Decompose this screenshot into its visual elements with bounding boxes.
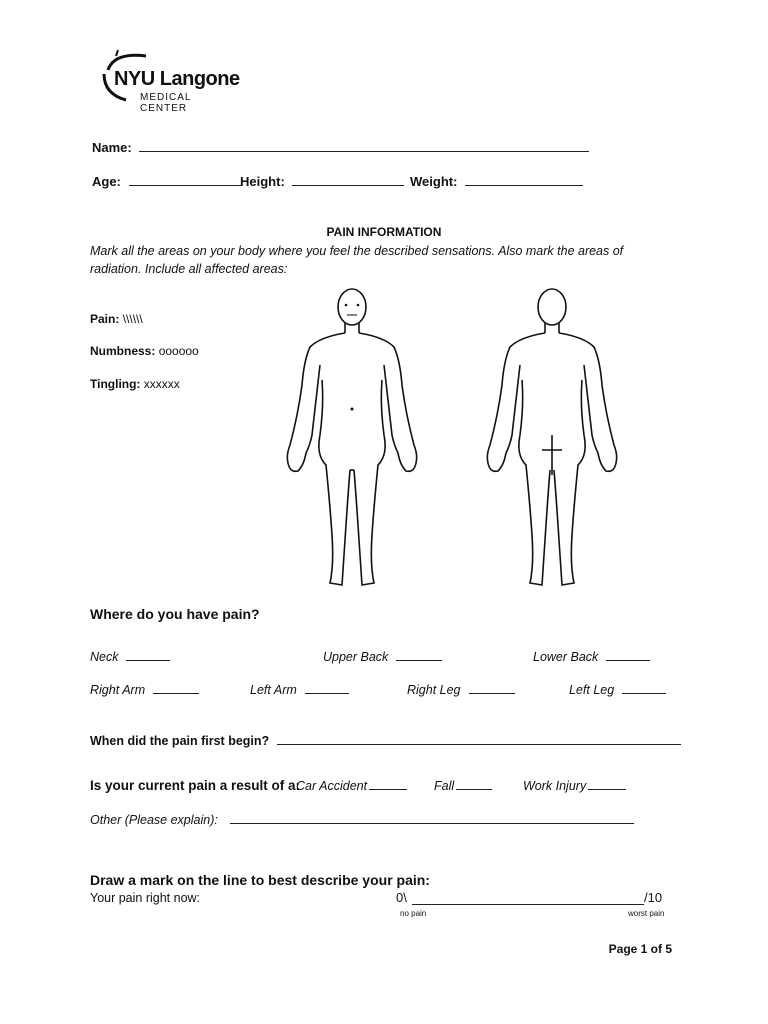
logo-name: NYU Langone — [114, 68, 240, 90]
cause-fall-field[interactable] — [456, 789, 492, 790]
cause-work-injury-field[interactable] — [588, 789, 626, 790]
scale-sub: Your pain right now: — [90, 891, 201, 905]
location-right-arm — [90, 683, 199, 697]
location-left-leg — [569, 683, 666, 697]
height-label: Height: — [240, 174, 285, 189]
logo — [100, 48, 240, 114]
location-right-arm-field[interactable] — [153, 693, 199, 694]
location-upper-back-label: Upper Back — [323, 650, 389, 664]
body-front-diagram[interactable] — [280, 285, 430, 595]
height-row — [240, 174, 404, 189]
body-back-diagram[interactable] — [478, 285, 628, 595]
legend-pain-label: Pain: — [90, 312, 120, 326]
cause-work-injury-label: Work Injury — [523, 779, 587, 793]
begin-row — [90, 734, 681, 748]
begin-question: When did the pain first begin? — [90, 734, 270, 748]
where-pain-question: Where do you have pain? — [90, 606, 260, 622]
legend-numbness — [90, 344, 199, 358]
cause-car-accident-field[interactable] — [369, 789, 407, 790]
weight-label: Weight: — [410, 174, 458, 189]
weight-field[interactable] — [465, 185, 583, 186]
cause-other-label: Other (Please explain): — [90, 813, 218, 827]
name-row — [92, 140, 589, 155]
logo-subtitle: MEDICAL CENTER — [140, 92, 192, 114]
age-field[interactable] — [129, 185, 241, 186]
pain-info-instructions: Mark all the areas on your body where you feel the described sensations. Also mark the areas of radiation. Include all affected areas: — [90, 244, 624, 276]
location-left-leg-label: Left Leg — [569, 683, 615, 697]
location-neck-label: Neck — [90, 650, 119, 664]
cause-car-accident — [296, 779, 407, 793]
weight-row — [410, 174, 583, 189]
location-upper-back — [323, 650, 442, 664]
legend-tingling — [90, 377, 180, 391]
location-right-arm-label: Right Arm — [90, 683, 146, 697]
location-neck-field[interactable] — [126, 660, 170, 661]
cause-question: Is your current pain a result of a: — [90, 778, 301, 793]
legend-pain — [90, 312, 143, 326]
legend-numbness-symbol: oooooo — [158, 344, 199, 358]
location-right-leg-field[interactable] — [469, 693, 515, 694]
begin-field[interactable] — [277, 744, 681, 745]
location-left-leg-field[interactable] — [622, 693, 666, 694]
location-neck — [90, 650, 170, 664]
age-row — [92, 174, 241, 189]
cause-fall — [434, 779, 492, 793]
legend-tingling-symbol: xxxxxx — [143, 377, 180, 391]
name-label: Name: — [92, 140, 132, 155]
cause-car-accident-label: Car Accident — [296, 779, 368, 793]
cause-other — [90, 813, 634, 827]
scale-min-label: no pain — [400, 909, 427, 918]
cause-other-field[interactable] — [230, 823, 634, 824]
location-left-arm-label: Left Arm — [250, 683, 297, 697]
height-field[interactable] — [292, 185, 404, 186]
pain-scale-line[interactable] — [412, 904, 644, 905]
legend-tingling-label: Tingling: — [90, 377, 141, 391]
location-lower-back — [533, 650, 650, 664]
age-label: Age: — [92, 174, 121, 189]
location-right-leg-label: Right Leg — [407, 683, 461, 697]
name-field[interactable] — [139, 151, 589, 152]
cause-work-injury — [523, 779, 626, 793]
scale-max-label: worst pain — [628, 909, 665, 918]
location-left-arm — [250, 683, 349, 697]
cause-fall-label: Fall — [434, 779, 455, 793]
legend-pain-symbol: \\\\\\ — [122, 312, 143, 326]
page-number: Page 1 of 5 — [608, 942, 672, 956]
legend-numbness-label: Numbness: — [90, 344, 156, 358]
pain-info-title: PAIN INFORMATION — [326, 225, 442, 239]
location-upper-back-field[interactable] — [396, 660, 442, 661]
location-lower-back-label: Lower Back — [533, 650, 599, 664]
location-right-leg — [407, 683, 515, 697]
location-lower-back-field[interactable] — [606, 660, 650, 661]
location-left-arm-field[interactable] — [305, 693, 349, 694]
scale-zero-label: 0\ — [396, 890, 407, 905]
scale-prompt: Draw a mark on the line to best describe your pain: — [90, 872, 430, 888]
scale-ten-label: /10 — [644, 890, 663, 905]
